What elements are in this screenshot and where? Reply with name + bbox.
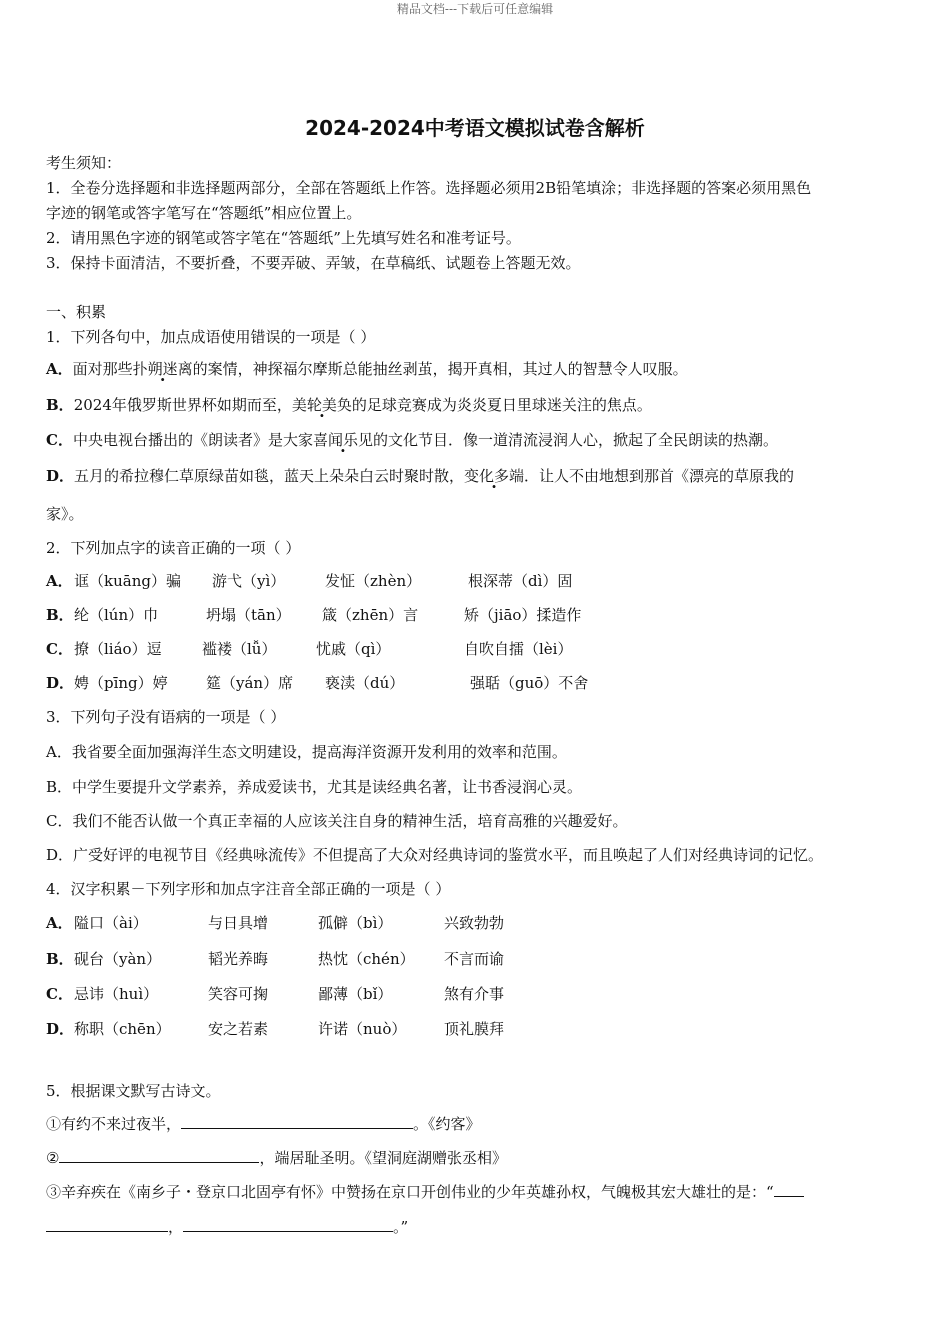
- line-text: ①有约不来过夜半，: [46, 1115, 182, 1133]
- notice-line: 2．请用黑色字迹的钢笔或答字笔在“答题纸”上先填写姓名和准考证号。: [46, 229, 521, 247]
- dotted-idiom: 喜闻乐见: [312, 431, 373, 449]
- option-item: 热忱（chén）: [318, 950, 415, 968]
- option-text: 的文化节目．像一道清流浸润人心，掀起了全民朗读的热潮。: [372, 431, 778, 449]
- option-text: 的案情，神探福尔摩斯总能抽丝剥茧，揭开真相，其过人的智慧令人叹服。: [192, 360, 688, 378]
- option-text: 2024年俄罗斯世界杯如期而至，: [73, 396, 292, 414]
- option-label: A．: [46, 360, 73, 378]
- option-text: ．让人不由地想到那首《漂亮的草原我的: [524, 467, 795, 485]
- option-b: [46, 394, 652, 415]
- option-item: 箴（zhēn）言: [322, 606, 419, 624]
- option-label: B．: [46, 606, 74, 624]
- option-item: 矫（jiāo）揉造作: [464, 606, 582, 624]
- option-item: 称职（chēn）: [74, 1020, 171, 1038]
- option-label: D．: [46, 1020, 75, 1038]
- option-text: 的足球竞赛成为炎炎夏日里球迷关注的焦点。: [351, 396, 652, 414]
- option-label: C．: [46, 431, 73, 449]
- option-item: 笑容可掬: [208, 985, 269, 1003]
- option-label: C．: [46, 640, 73, 658]
- answer-blank[interactable]: [46, 1217, 168, 1232]
- option-label: C．: [46, 985, 73, 1003]
- option-item: 撩（liáo）逗: [74, 640, 162, 658]
- option-item: 自吹自擂（lèi）: [464, 640, 573, 658]
- option-b: B．中学生要提升文学素养，养成爱读书，尤其是读经典名著，让书香浸润心灵。: [46, 778, 583, 796]
- option-item: 褴褛（lǚ）: [202, 640, 277, 658]
- option-d: D．广受好评的电视节目《经典咏流传》不但提高了大众对经典诗词的鉴赏水平，而且唤起了人们对经典诗词的记忆。: [46, 846, 824, 864]
- option-label: D．: [46, 674, 75, 692]
- option-label: D．: [46, 467, 75, 485]
- option-a: [46, 358, 688, 379]
- option-label: B．: [46, 396, 74, 414]
- option-text: 面对那些: [72, 360, 133, 378]
- recitation-line-2: [46, 1147, 507, 1168]
- option-item: 安之若素: [208, 1020, 269, 1038]
- notice-line: 3．保持卡面清洁，不要折叠，不要弄破、弄皱，在草稿纸、试题卷上答题无效。: [46, 254, 581, 272]
- option-item: 不言而谕: [444, 950, 505, 968]
- option-item: 鄙薄（bǐ）: [318, 985, 393, 1003]
- notice-line: 字迹的钢笔或答字笔写在“答题纸”相应位置上。: [46, 204, 362, 222]
- option-d-continued: 家》。: [46, 505, 84, 523]
- option-item: 忌讳（huì）: [74, 985, 159, 1003]
- line-text: ，端居耻圣明。《望洞庭湖赠张丞相》: [259, 1149, 507, 1167]
- question-stem: 1．下列各句中，加点成语使用错误的一项是（ ）: [46, 328, 376, 346]
- question-stem: 2．下列加点字的读音正确的一项（ ）: [46, 539, 301, 557]
- page-title: 2024-2024中考语文模拟试卷含解析: [305, 116, 645, 140]
- option-text: 五月的希拉穆仁草原绿苗如毯，蓝天上朵朵白云时聚时散，: [74, 467, 465, 485]
- watermark: 精品文档---下载后可任意编辑: [396, 2, 554, 16]
- option-item: 隘口（ài）: [74, 914, 148, 932]
- option-item: 强聒（guō）不舍: [470, 674, 589, 692]
- option-item: 游弋（yì）: [212, 572, 286, 590]
- recitation-line-4: [46, 1216, 408, 1237]
- dotted-idiom: 美轮美奂: [291, 396, 352, 414]
- answer-blank[interactable]: [181, 1114, 413, 1129]
- option-item: 许诺（nuò）: [318, 1020, 407, 1038]
- option-c: [46, 429, 778, 450]
- option-item: 发怔（zhèn）: [325, 572, 422, 590]
- notice-line: 1．全卷分选择题和非选择题两部分，全部在答题纸上作答。选择题必须用2B铅笔填涂；非选择题的答案必须用黑色: [46, 179, 812, 197]
- answer-blank[interactable]: [774, 1182, 804, 1197]
- option-label: A．: [46, 572, 73, 590]
- option-item: 坍塌（tān）: [206, 606, 291, 624]
- option-text: 中央电视台播出的《朗读者》是大家: [72, 431, 313, 449]
- recitation-line-1: [46, 1113, 481, 1134]
- option-item: 诓（kuāng）骗: [74, 572, 181, 590]
- dotted-idiom: 扑朔迷离: [132, 360, 193, 378]
- question-stem: 4．汉字积累－下列字形和加点字注音全部正确的一项是（ ）: [46, 880, 451, 898]
- line-text: ③辛弃疾在《南乡子・登京口北固亭有怀》中赞扬在京口开创伟业的少年英雄孙权，气魄极其宏大雄壮的是：“: [46, 1183, 774, 1201]
- answer-blank[interactable]: [59, 1148, 259, 1163]
- answer-blank[interactable]: [183, 1217, 393, 1232]
- line-text: ②: [46, 1149, 60, 1167]
- option-a: A．我省要全面加强海洋生态文明建设，提高海洋资源开发利用的效率和范围。: [46, 743, 567, 761]
- option-item: 兴致勃勃: [444, 914, 505, 932]
- option-item: 忧戚（qì）: [316, 640, 391, 658]
- option-d: [46, 465, 794, 486]
- option-label: B．: [46, 950, 74, 968]
- option-item: 顶礼膜拜: [444, 1020, 505, 1038]
- option-label: A．: [46, 914, 73, 932]
- notice-heading: 考生须知：: [46, 154, 122, 172]
- question-stem: 3．下列句子没有语病的一项是（ ）: [46, 708, 286, 726]
- question-stem: 5．根据课文默写古诗文。: [46, 1082, 221, 1100]
- option-item: 煞有介事: [444, 985, 505, 1003]
- option-item: 根深蒂（dì）固: [468, 572, 573, 590]
- line-text: 。”: [393, 1218, 409, 1236]
- option-item: 娉（pīng）婷: [74, 674, 168, 692]
- option-item: 筵（yán）席: [206, 674, 294, 692]
- option-item: 韬光养晦: [208, 950, 269, 968]
- dotted-idiom: 变化多端: [464, 467, 525, 485]
- option-item: 与日具增: [208, 914, 269, 932]
- option-item: 亵渎（dú）: [325, 674, 405, 692]
- line-text: ，: [168, 1218, 184, 1236]
- option-c: C．我们不能否认做一个真正幸福的人应该关注自身的精神生活，培育高雅的兴趣爱好。: [46, 812, 628, 830]
- option-item: 砚台（yàn）: [74, 950, 162, 968]
- section-heading: 一、积累: [46, 303, 107, 321]
- option-item: 孤僻（bì）: [318, 914, 393, 932]
- option-item: 纶（lún）巾: [74, 606, 159, 624]
- recitation-line-3: [46, 1181, 804, 1202]
- line-text: 。《约客》: [413, 1115, 481, 1133]
